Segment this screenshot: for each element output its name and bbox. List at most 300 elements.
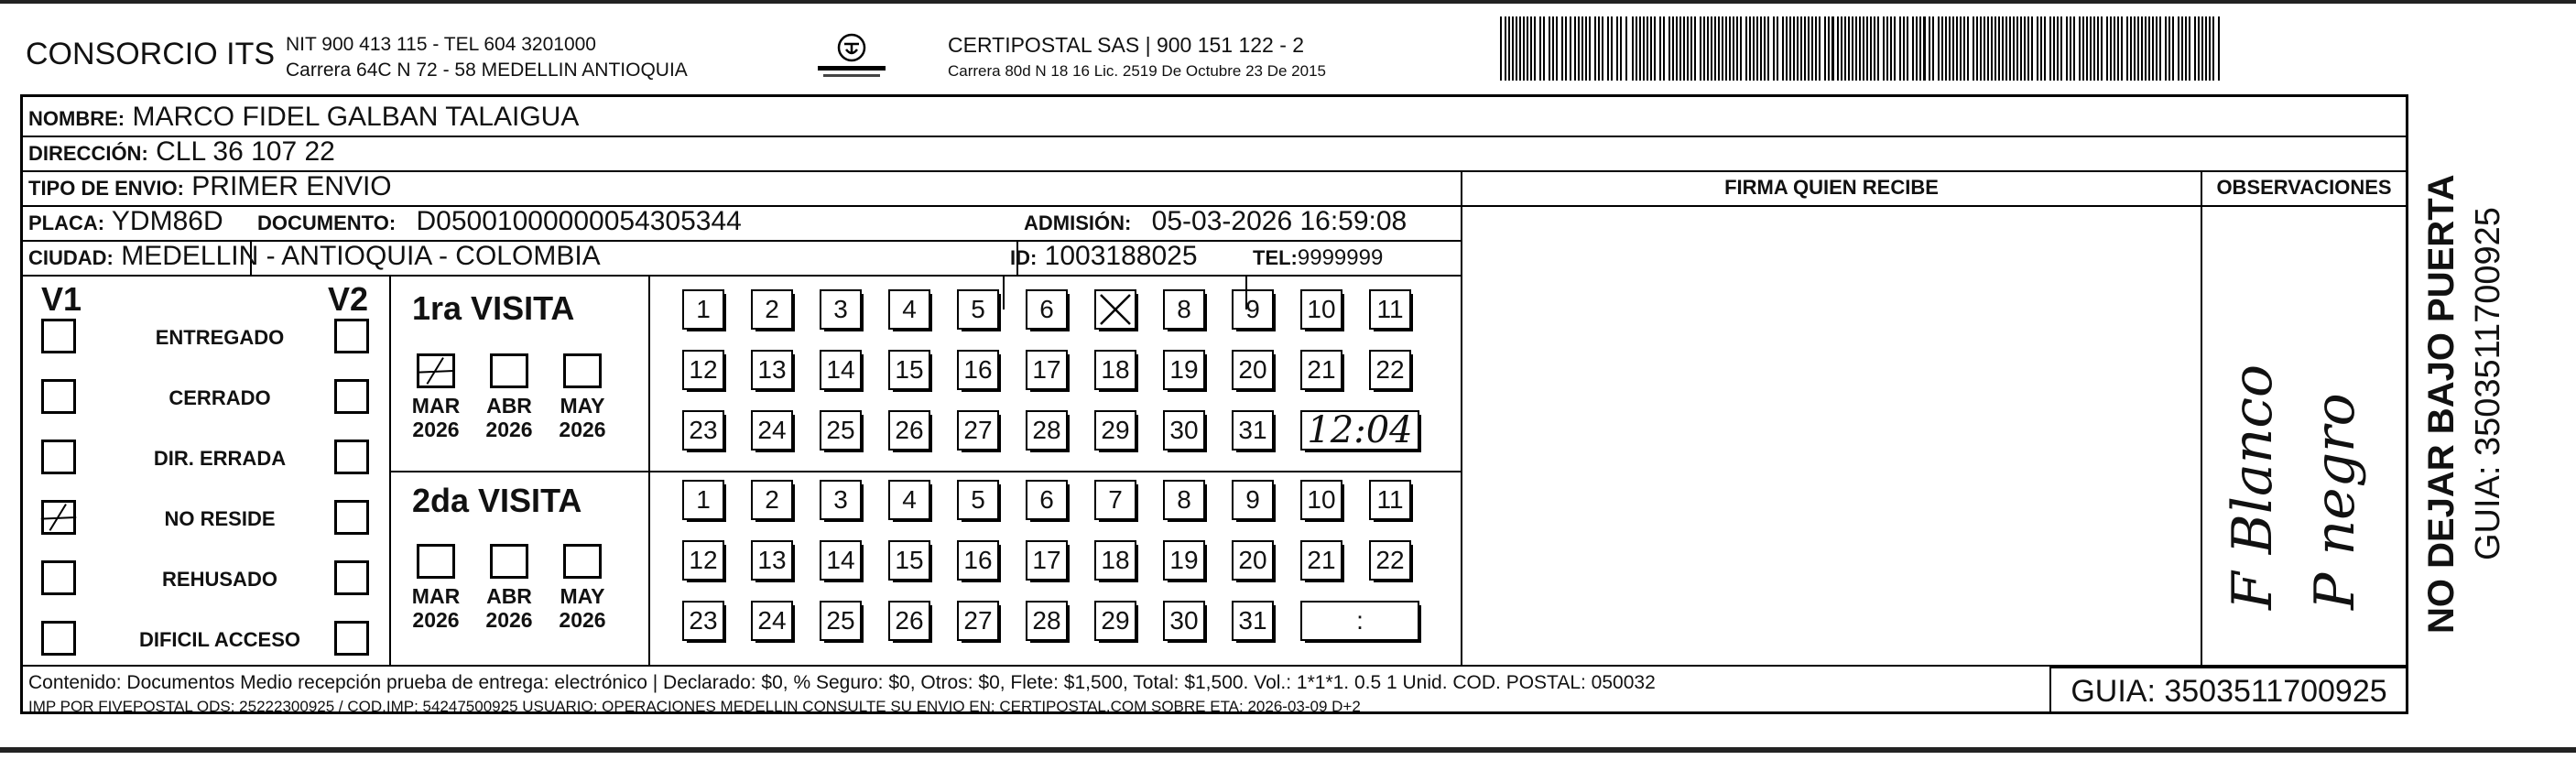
day-box[interactable]: 20 xyxy=(1232,540,1274,581)
barcode-bar xyxy=(1749,16,1751,81)
tipo-envio-field xyxy=(28,171,392,202)
day-box[interactable]: 27 xyxy=(957,601,999,641)
barcode-bar xyxy=(2178,16,2179,81)
status-label: ENTREGADO xyxy=(155,326,285,349)
documento-label: DOCUMENTO: xyxy=(257,212,397,234)
day-box[interactable]: 17 xyxy=(1026,540,1068,581)
barcode-bar xyxy=(1952,16,1954,81)
barcode-bar xyxy=(1994,16,1996,81)
day-box[interactable]: 10 xyxy=(1300,480,1342,520)
barcode-bar xyxy=(1963,16,1965,81)
company-address: Carrera 64C N 72 - 58 MEDELLIN ANTIOQUIA xyxy=(286,60,688,81)
barcode-bar xyxy=(2013,16,2015,81)
month-label: ABR xyxy=(486,394,532,418)
tipo-envio-value: PRIMER ENVIO xyxy=(191,171,392,201)
barcode-bar xyxy=(1512,16,1514,81)
barcode-bar xyxy=(1602,16,1603,81)
top-edge xyxy=(0,0,2576,4)
day-box[interactable]: 29 xyxy=(1094,410,1136,451)
barcode-bar xyxy=(2201,16,2203,81)
day-box[interactable]: 18 xyxy=(1094,350,1136,390)
barcode-bar xyxy=(1929,16,1930,81)
barcode-bar xyxy=(1991,16,1993,81)
barcode-bar xyxy=(2086,16,2088,81)
day-box[interactable]: 30 xyxy=(1163,601,1205,641)
day-box[interactable]: 26 xyxy=(888,601,930,641)
barcode-bar xyxy=(1683,16,1685,81)
barcode-bar xyxy=(2005,16,2007,81)
barcode-bar xyxy=(1672,16,1674,81)
day-box[interactable]: 16 xyxy=(957,540,999,581)
day-box[interactable]: 1 xyxy=(682,480,724,520)
barcode-bar xyxy=(1760,16,1762,81)
barcode-bar xyxy=(1523,16,1525,81)
day-box[interactable]: 15 xyxy=(888,540,930,581)
column-divider xyxy=(2201,170,2202,665)
barcode-bar xyxy=(2172,16,2174,81)
day-box[interactable]: 1 xyxy=(682,289,724,330)
day-box[interactable]: 7 xyxy=(1094,480,1136,520)
v1-checkbox[interactable] xyxy=(41,440,76,474)
barcode-bar xyxy=(1690,16,1692,81)
barcode-bar xyxy=(1767,16,1769,81)
barcode-bar xyxy=(1543,16,1545,81)
day-box[interactable]: 24 xyxy=(751,601,793,641)
year-label: 2026 xyxy=(412,608,460,632)
barcode-bar xyxy=(1530,16,1532,81)
barcode-bar xyxy=(1578,16,1580,81)
day-box[interactable]: 19 xyxy=(1163,350,1205,390)
day-box[interactable]: 9 xyxy=(1232,480,1274,520)
barcode-bar xyxy=(2002,16,2004,81)
day-box[interactable]: 23 xyxy=(682,601,724,641)
visit-right-border xyxy=(1461,275,1462,665)
placa-label: PLACA: xyxy=(28,212,105,234)
barcode-bar xyxy=(1729,16,1731,81)
barcode-bar xyxy=(2198,16,2200,81)
barcode-bar xyxy=(1819,16,1821,81)
barcode-bar xyxy=(1828,16,1830,81)
nombre-label: NOMBRE: xyxy=(28,107,125,130)
barcode-bar xyxy=(1756,16,1758,81)
barcode-bar xyxy=(1714,16,1716,81)
barcode-bar xyxy=(1956,16,1958,81)
direccion-label: DIRECCIÓN: xyxy=(28,142,148,165)
barcode-bar xyxy=(1967,16,1969,81)
id-label: ID: xyxy=(1010,246,1038,269)
barcode-bar xyxy=(1539,16,1541,81)
day-box[interactable] xyxy=(1094,289,1136,330)
barcode-bar xyxy=(1574,16,1576,81)
barcode-bar xyxy=(1722,16,1723,81)
day-box[interactable]: 22 xyxy=(1369,540,1411,581)
day-box[interactable]: 31 xyxy=(1232,601,1274,641)
v2-checkbox[interactable] xyxy=(334,500,369,535)
day-box[interactable]: 22 xyxy=(1369,350,1411,390)
barcode-bar xyxy=(1694,16,1696,81)
v1-header: V1 xyxy=(41,280,82,318)
barcode-bar xyxy=(2044,16,2046,81)
v2-checkbox[interactable] xyxy=(334,440,369,474)
barcode-bar xyxy=(1987,16,1989,81)
day-box[interactable]: 12 xyxy=(682,350,724,390)
barcode-bar xyxy=(2194,16,2196,81)
visit2-title: 2da VISITA xyxy=(412,482,582,519)
barcode-bar xyxy=(1620,16,1622,81)
carrier-name: CERTIPOSTAL SAS | 900 151 122 - 2 xyxy=(948,33,1305,57)
status-label: DIFICIL ACCESO xyxy=(138,628,300,651)
v1-checkbox[interactable] xyxy=(41,500,76,535)
barcode-bar xyxy=(1863,16,1864,81)
barcode-bar xyxy=(2031,16,2033,81)
barcode-bar xyxy=(1797,16,1799,81)
barcode-bar xyxy=(1703,16,1705,81)
documento-value: D05001000000054305344 xyxy=(416,206,742,236)
barcode-bar xyxy=(1607,16,1609,81)
year-label: 2026 xyxy=(485,608,533,632)
month-label: MAY xyxy=(560,584,605,608)
barcode-bar xyxy=(2185,16,2187,81)
barcode-bar xyxy=(1844,16,1846,81)
barcode-bar xyxy=(1565,16,1567,81)
barcode-bar xyxy=(1616,16,1618,81)
year-label: 2026 xyxy=(559,608,606,632)
day-box[interactable]: 26 xyxy=(888,410,930,451)
barcode-bar xyxy=(1764,16,1766,81)
day-box[interactable]: 5 xyxy=(957,480,999,520)
barcode-bar xyxy=(1870,16,1872,81)
barcode-bar xyxy=(1973,16,1974,81)
barcode-bar xyxy=(1725,16,1727,81)
barcode-bar xyxy=(2152,16,2154,81)
barcode-bar xyxy=(1811,16,1813,81)
barcode-bar xyxy=(1886,16,1888,81)
barcode-bar xyxy=(1611,16,1613,81)
month-day-divider xyxy=(648,275,650,665)
admision-field xyxy=(1024,206,1407,237)
barcode-bar xyxy=(1859,16,1861,81)
barcode-bar xyxy=(2020,16,2022,81)
status-label: NO RESIDE xyxy=(164,507,276,530)
barcode-bar xyxy=(1923,16,1926,81)
day-box[interactable]: 16 xyxy=(957,350,999,390)
visit1-title: 1ra VISITA xyxy=(412,289,575,327)
barcode-bar xyxy=(2097,16,2099,81)
month-checkbox[interactable] xyxy=(490,544,528,579)
barcode-bar xyxy=(1877,16,1879,81)
barcode-bar xyxy=(2082,16,2084,81)
day-box[interactable]: 13 xyxy=(751,540,793,581)
barcode-bar xyxy=(1711,16,1712,81)
barcode-bar xyxy=(2137,16,2139,81)
day-box[interactable]: 6 xyxy=(1026,289,1068,330)
direccion-field xyxy=(28,136,335,168)
barcode-bar xyxy=(1740,16,1742,81)
day-box[interactable]: 15 xyxy=(888,350,930,390)
cell-divider xyxy=(1003,275,1005,309)
status-label: DIR. ERRADA xyxy=(153,447,287,470)
day-box[interactable]: 18 xyxy=(1094,540,1136,581)
barcode-bar xyxy=(1841,16,1842,81)
day-box[interactable]: 14 xyxy=(820,540,862,581)
v2-checkbox[interactable] xyxy=(334,379,369,414)
company-name: CONSORCIO ITS xyxy=(26,37,276,71)
day-box[interactable]: 6 xyxy=(1026,480,1068,520)
barcode-bar xyxy=(2209,16,2211,81)
barcode-bar xyxy=(1527,16,1528,81)
barcode-bar xyxy=(1852,16,1853,81)
month-checkbox[interactable] xyxy=(563,544,602,579)
row-divider xyxy=(23,136,2406,137)
day-box[interactable]: 20 xyxy=(1232,350,1274,390)
barcode-bar xyxy=(2181,16,2183,81)
month-checkbox[interactable] xyxy=(417,353,455,388)
barcode-bar xyxy=(1808,16,1810,81)
barcode-bar xyxy=(1753,16,1755,81)
no-dejar-bajo-puerta: NO DEJAR BAJO PUERTA xyxy=(2421,174,2462,634)
barcode-bar xyxy=(1938,16,1940,81)
visit-divider xyxy=(389,471,1461,472)
v2-checkbox[interactable] xyxy=(334,621,369,656)
day-box[interactable]: 25 xyxy=(820,410,862,451)
barcode-bar xyxy=(1745,16,1747,81)
nombre-field xyxy=(28,102,579,133)
barcode-bar xyxy=(1786,16,1788,81)
day-box[interactable]: 3 xyxy=(820,289,862,330)
placa-value: YDM86D xyxy=(111,206,223,236)
nombre-value: MARCO FIDEL GALBAN TALAIGUA xyxy=(132,102,580,132)
day-box[interactable]: 29 xyxy=(1094,601,1136,641)
barcode-bar xyxy=(1639,16,1641,81)
barcode-bar xyxy=(2009,16,2011,81)
barcode-bar xyxy=(1736,16,1738,81)
v2-header: V2 xyxy=(328,280,369,318)
barcode-bar xyxy=(2053,16,2055,81)
day-box[interactable]: 11 xyxy=(1369,289,1411,330)
barcode-bar xyxy=(1505,16,1506,81)
barcode-bar xyxy=(2060,16,2062,81)
company-nit: NIT 900 413 115 - TEL 604 3201000 xyxy=(286,34,596,55)
barcode-bar xyxy=(2141,16,2143,81)
v1-checkbox[interactable] xyxy=(41,319,76,353)
barcode-bar xyxy=(1534,16,1536,81)
v2-checkbox[interactable] xyxy=(334,319,369,353)
barcode-bar xyxy=(1890,16,1892,81)
v2-checkbox[interactable] xyxy=(334,560,369,595)
day-box[interactable]: 10 xyxy=(1300,289,1342,330)
day-box[interactable]: 14 xyxy=(820,350,862,390)
barcode-bar xyxy=(1848,16,1850,81)
v1-checkbox[interactable] xyxy=(41,560,76,595)
check-mark-icon xyxy=(1096,291,1135,328)
barcode-bar xyxy=(1625,16,1627,81)
barcode-bar xyxy=(2212,16,2214,81)
v1-checkbox[interactable] xyxy=(41,621,76,656)
day-box[interactable]: 4 xyxy=(888,480,930,520)
firma-header: FIRMA QUIEN RECIBE xyxy=(1724,176,1939,199)
barcode-bar xyxy=(1916,16,1918,81)
barcode-bar xyxy=(1718,16,1720,81)
direccion-value: CLL 36 107 22 xyxy=(156,136,335,167)
month-label: MAR xyxy=(411,584,461,608)
barcode-bar xyxy=(2079,16,2081,81)
day-box[interactable]: 3 xyxy=(820,480,862,520)
day-box[interactable]: 23 xyxy=(682,410,724,451)
year-label: 2026 xyxy=(485,418,533,441)
day-box[interactable]: 24 xyxy=(751,410,793,451)
month-checkbox[interactable] xyxy=(417,544,455,579)
barcode-bar xyxy=(2073,16,2075,81)
barcode-bar xyxy=(1866,16,1868,81)
day-box[interactable]: 5 xyxy=(957,289,999,330)
barcode-bar xyxy=(2126,16,2128,81)
barcode-bar xyxy=(2159,16,2161,81)
barcode-bar xyxy=(1907,16,1908,81)
day-box[interactable]: 19 xyxy=(1163,540,1205,581)
bottom-edge xyxy=(0,747,2576,753)
side-guia-number: GUIA: 3503511700925 xyxy=(2469,207,2507,560)
barcode-bar xyxy=(2114,16,2115,81)
barcode-bar xyxy=(2110,16,2112,81)
barcode-bar xyxy=(1700,16,1701,81)
admision-label: ADMISIÓN: xyxy=(1024,212,1132,234)
barcode-bar xyxy=(1654,16,1656,81)
barcode-bar xyxy=(2016,16,2018,81)
status-label: CERRADO xyxy=(168,386,271,409)
barcode-bar xyxy=(1903,16,1905,81)
barcode-bar xyxy=(1855,16,1857,81)
observaciones-note-line2: P negro xyxy=(2303,393,2367,610)
barcode-bar xyxy=(1707,16,1709,81)
id-field xyxy=(1010,241,1198,272)
barcode-bar xyxy=(2117,16,2119,81)
barcode-bar xyxy=(1519,16,1521,81)
barcode-bar xyxy=(2165,16,2167,81)
day-box[interactable]: 12 xyxy=(682,540,724,581)
barcode-bar xyxy=(1777,16,1778,81)
barcode-bar xyxy=(1883,16,1885,81)
barcode-bar xyxy=(1650,16,1652,81)
barcode-bar xyxy=(1663,16,1665,81)
guia-number: GUIA: 3503511700925 xyxy=(2049,667,2408,714)
barcode-bar xyxy=(1570,16,1571,81)
barcode-bar xyxy=(1508,16,1510,81)
barcode-bar xyxy=(1912,16,1914,81)
barcode-bar xyxy=(2066,16,2068,81)
tel-field xyxy=(1253,241,1383,272)
column-divider xyxy=(2406,97,2408,665)
footer-contents: Contenido: Documentos Medio recepción prueba de entrega: electrónico | Declarado: $0, % Seguro: $0, Otros: $0, Flete: $1,500, Total: $1,500. Vol.: 1*1*1. 0.5 1 Unid. COD. POSTAL: 050032 xyxy=(28,672,1656,693)
month-checkbox[interactable] xyxy=(490,353,528,388)
barcode-bar xyxy=(2205,16,2207,81)
barcode-bar xyxy=(2049,16,2051,81)
barcode-bar xyxy=(1647,16,1648,81)
time-box[interactable]: 12:04 xyxy=(1300,410,1419,451)
barcode-bar xyxy=(2093,16,2095,81)
v1-checkbox[interactable] xyxy=(41,379,76,414)
barcode-bar xyxy=(2090,16,2092,81)
barcode-bar xyxy=(1636,16,1637,81)
day-box[interactable]: 8 xyxy=(1163,480,1205,520)
barcode-bar xyxy=(1984,16,1985,81)
day-box[interactable]: 28 xyxy=(1026,601,1068,641)
year-label: 2026 xyxy=(412,418,460,441)
day-box[interactable]: 21 xyxy=(1300,540,1342,581)
barcode-bar xyxy=(1919,16,1921,81)
barcode-bar xyxy=(1733,16,1734,81)
barcode-bar xyxy=(2027,16,2029,81)
barcode-bar xyxy=(1676,16,1678,81)
day-box[interactable]: 11 xyxy=(1369,480,1411,520)
barcode-bar xyxy=(1679,16,1681,81)
barcode-bar xyxy=(2037,16,2038,81)
tel-value: 9999999 xyxy=(1297,245,1384,270)
footer-divider xyxy=(23,665,2406,667)
barcode-bar xyxy=(1687,16,1689,81)
day-box[interactable]: 17 xyxy=(1026,350,1068,390)
day-box[interactable]: 13 xyxy=(751,350,793,390)
barcode-bar xyxy=(2168,16,2170,81)
barcode-bar xyxy=(1831,16,1834,81)
placa-field xyxy=(28,206,223,237)
day-box[interactable]: 9 xyxy=(1232,289,1274,330)
barcode-bar xyxy=(1894,16,1896,81)
barcode-bar xyxy=(1976,16,1978,81)
month-checkbox[interactable] xyxy=(563,353,602,388)
barcode-bar xyxy=(2148,16,2150,81)
barcode-bar xyxy=(1932,16,1934,81)
column-head-divider xyxy=(1461,205,2406,207)
barcode-bar xyxy=(2134,16,2136,81)
barcode-bar xyxy=(2024,16,2026,81)
day-box[interactable]: 2 xyxy=(751,480,793,520)
day-box[interactable]: 25 xyxy=(820,601,862,641)
day-box[interactable]: 30 xyxy=(1163,410,1205,451)
day-box[interactable]: 2 xyxy=(751,289,793,330)
barcode-bar xyxy=(2101,16,2103,81)
delivery-form xyxy=(20,94,2408,714)
barcode-bar xyxy=(1945,16,1947,81)
barcode-bar xyxy=(1960,16,1962,81)
ciudad-value: MEDELLIN - ANTIOQUIA - COLOMBIA xyxy=(121,241,601,271)
status-label: REHUSADO xyxy=(162,568,277,591)
barcode-bar xyxy=(1941,16,1943,81)
documento-field xyxy=(257,206,742,237)
barcode-bar xyxy=(2189,16,2190,81)
barcode-bar xyxy=(1643,16,1645,81)
admision-value: 05-03-2026 16:59:08 xyxy=(1151,206,1408,236)
day-box[interactable]: 21 xyxy=(1300,350,1342,390)
barcode-bar xyxy=(1585,16,1587,81)
time-box[interactable]: : xyxy=(1300,601,1419,641)
barcode-bar xyxy=(1789,16,1791,81)
day-box[interactable]: 28 xyxy=(1026,410,1068,451)
id-value: 1003188025 xyxy=(1044,241,1198,271)
barcode-bar xyxy=(1581,16,1583,81)
day-box[interactable]: 31 xyxy=(1232,410,1274,451)
barcode-bar xyxy=(1500,16,1502,81)
barcode-bar xyxy=(1800,16,1802,81)
barcode xyxy=(1498,16,2225,81)
barcode-bar xyxy=(2121,16,2123,81)
barcode-bar xyxy=(1589,16,1591,81)
ciudad-label: CIUDAD: xyxy=(28,246,114,269)
barcode-bar xyxy=(1659,16,1661,81)
day-box[interactable]: 8 xyxy=(1163,289,1205,330)
check-mark-icon xyxy=(419,356,452,385)
day-box[interactable]: 27 xyxy=(957,410,999,451)
day-box[interactable]: 4 xyxy=(888,289,930,330)
